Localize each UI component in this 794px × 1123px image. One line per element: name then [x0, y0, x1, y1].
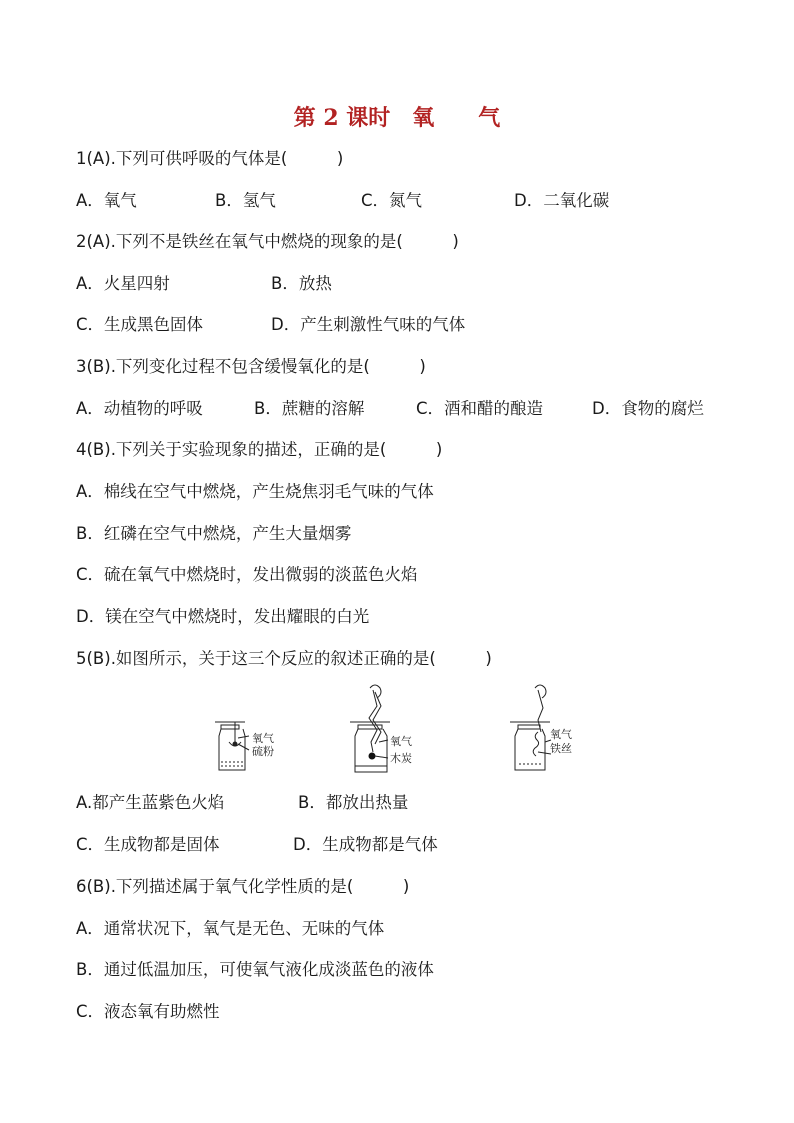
- q5-option-b: B．都放出热量: [298, 793, 409, 812]
- q5-option-c: C．生成物都是固体: [76, 835, 220, 854]
- q6-option-a: A．通常状况下，氧气是无色、无味的气体: [76, 919, 385, 938]
- q3-option-a: A．动植物的呼吸: [76, 399, 203, 418]
- q1-option-a: A．氧气: [76, 191, 137, 210]
- q4-option-c: C．硫在氧气中燃烧时，发出微弱的淡蓝色火焰: [76, 565, 418, 584]
- q5-option-d: D．生成物都是气体: [293, 835, 438, 854]
- charcoal-lump-icon: [369, 753, 376, 760]
- q4-option-b: B．红磷在空气中燃烧，产生大量烟雾: [76, 524, 352, 543]
- q2-option-c: C．生成黑色固体: [76, 315, 204, 334]
- q1-option-d: D．二氧化碳: [514, 191, 610, 210]
- iron-label-oxygen: 氧气: [550, 728, 572, 741]
- question-3-stem: 3(B).下列变化过程不包含缓慢氧化的是( ): [76, 357, 426, 376]
- q4-option-a: A．棉线在空气中燃烧，产生烧焦羽毛气味的气体: [76, 482, 434, 501]
- combustion-figure: [205, 680, 595, 780]
- iron-bottle-illustration: [510, 685, 551, 770]
- q6-option-b: B．通过低温加压，可使氧气液化成淡蓝色的液体: [76, 960, 434, 979]
- q2-option-a: A．火星四射: [76, 274, 170, 293]
- q5-option-a: A.都产生蓝紫色火焰: [76, 793, 225, 812]
- sulfur-label-sulfur: 硫粉: [252, 745, 274, 758]
- charcoal-label-oxygen: 氧气: [390, 735, 412, 748]
- question-1-stem: 1(A).下列可供呼吸的气体是( ): [76, 149, 344, 168]
- q2-option-d: D．产生刺激性气味的气体: [271, 315, 466, 334]
- charcoal-label-charcoal: 木炭: [390, 752, 412, 765]
- question-2-stem: 2(A).下列不是铁丝在氧气中燃烧的现象的是( ): [76, 232, 459, 251]
- sulfur-label-oxygen: 氧气: [252, 732, 274, 745]
- q6-option-c: C．液态氧有助燃性: [76, 1002, 220, 1021]
- q3-option-b: B．蔗糖的溶解: [254, 399, 365, 418]
- q1-option-b: B．氢气: [215, 191, 276, 210]
- question-4-stem: 4(B).下列关于实验现象的描述，正确的是( ): [76, 440, 443, 459]
- question-5-stem: 5(B).如图所示，关于这三个反应的叙述正确的是( ): [76, 649, 492, 668]
- q2-option-b: B．放热: [271, 274, 332, 293]
- charcoal-bottle-illustration: [350, 685, 390, 772]
- q3-option-d: D．食物的腐烂: [592, 399, 704, 418]
- iron-label-iron-wire: 铁丝: [550, 742, 572, 755]
- q3-option-c: C．酒和醋的酿造: [416, 399, 544, 418]
- page-title: 第 2 课时 氧 气: [293, 105, 501, 131]
- question-6-stem: 6(B).下列描述属于氧气化学性质的是( ): [76, 877, 410, 896]
- q1-option-c: C．氮气: [361, 191, 423, 210]
- sulfur-bottle-illustration: [215, 722, 249, 770]
- q4-option-d: D．镁在空气中燃烧时，发出耀眼的白光: [76, 607, 370, 626]
